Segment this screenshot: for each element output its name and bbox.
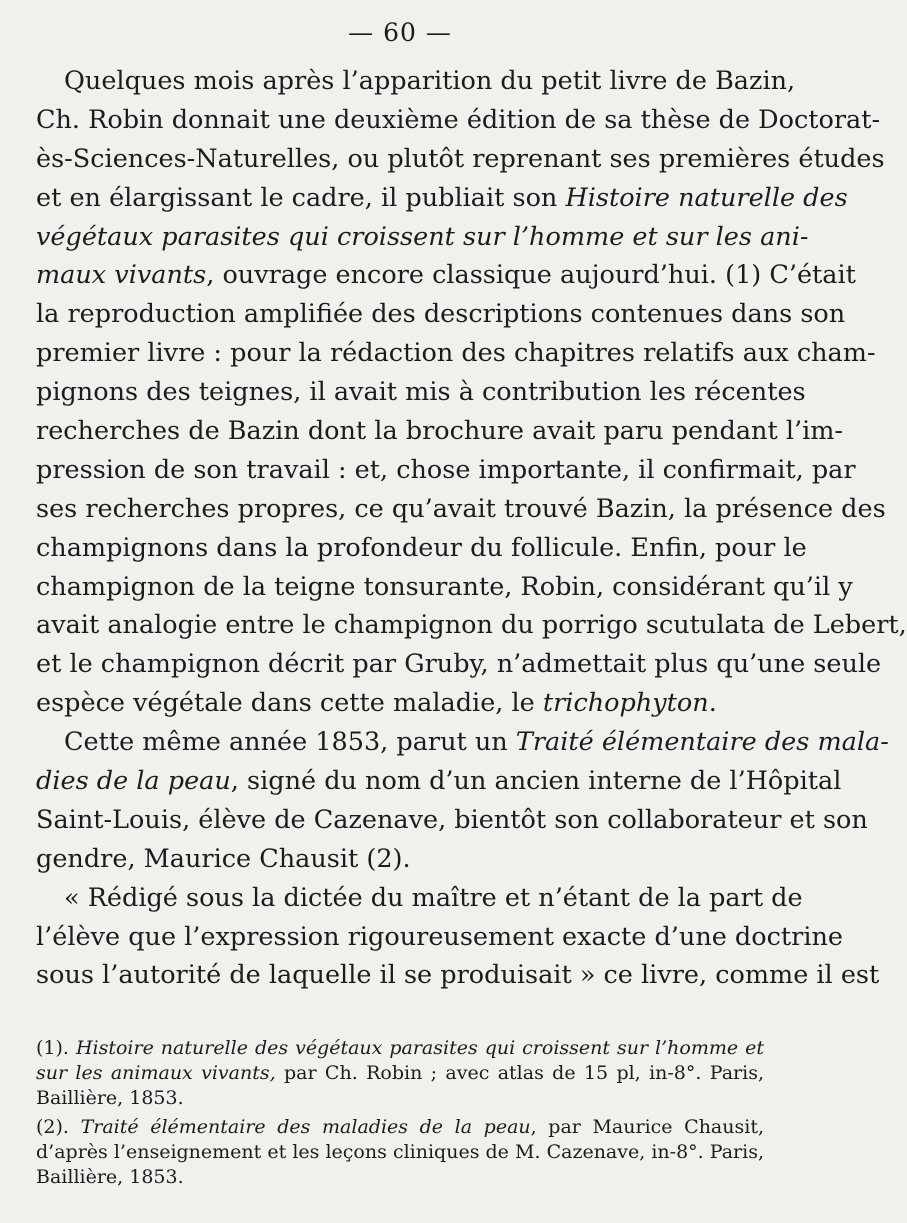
italic-run: Traité élémentaire des maladies de la peau [80,1116,531,1139]
text-line [36,645,882,684]
text-run: gendre, Maurice Chausit (2). [36,843,411,874]
text-line [36,1086,764,1111]
text-line [36,840,764,879]
text-line [36,334,876,373]
italic-run: Histoire naturelle des [565,182,848,213]
footnote [36,1115,764,1189]
text-run: Cette même année 1853, parut un [64,727,516,758]
text-run: et en élargissant le cadre, il publiait son [36,182,566,213]
text-line [36,918,843,957]
text-run: sous l’autorité de laquelle il se produisait » ce livre, comme il est [36,960,880,991]
text-line [36,256,856,295]
text-run: avait analogie entre le champignon du porrigo scutulata de Lebert, [36,610,907,641]
text-line [36,606,907,645]
text-line [36,218,809,257]
text-run: ses recherches propres, ce qu’avait trouvé Bazin, la présence des [36,493,886,524]
text-run: ès-Sciences-Naturelles, ou plutôt reprenant ses premières études [36,143,885,174]
text-run: champignon de la teigne tonsurante, Robin, considérant qu’il y [36,571,853,602]
text-line [36,723,889,762]
text-run: Saint-Louis, élève de Cazenave, bientôt son collaborateur et son [36,804,868,835]
paragraph [36,879,880,996]
text-run: pression de son travail : et, chose importante, il confirmait, par [36,454,856,485]
text-line [36,956,880,995]
text-line [36,529,807,568]
text-run: d’après l’enseignement et les leçons cliniques de M. Cazenave, in-8°. Paris, [36,1141,764,1164]
text-run: et le champignon décrit par Gruby, n’admettait plus qu’une seule [36,649,882,680]
text-run: recherches de Bazin dont la brochure avait paru pendant l’im- [36,416,844,447]
text-run: pignons des teignes, il avait mis à contribution les récentes [36,377,806,408]
text-run: premier livre : pour la rédaction des chapitres relatifs aux cham- [36,338,876,369]
text-run: champignons dans la profondeur du follicule. Enfin, pour le [36,532,807,563]
italic-run: dies de la peau [36,766,231,797]
paragraph [36,62,907,723]
text-run: la reproduction amplifiée des descriptions contenues dans son [36,299,846,330]
text-line [36,373,806,412]
text-run: « Rédigé sous la dictée du maître et n’étant de la part de [64,882,803,913]
text-line [36,412,844,451]
text-run: , signé du nom d’un ancien interne de l’Hôpital [230,766,842,797]
text-line [36,1036,764,1061]
text-run: , ouvrage encore classique aujourd’hui. (1) C’était [206,260,856,291]
text-run: (1). [36,1037,76,1059]
text-line [36,1061,764,1086]
text-line [36,451,856,490]
text-line [36,568,853,607]
body-text [36,62,907,995]
text-line [36,179,848,218]
text-line [36,1140,764,1165]
italic-run: maux vivants [36,260,207,291]
text-line [36,490,886,529]
text-line [36,140,885,179]
text-line [36,295,846,334]
text-run: (2). [36,1116,81,1139]
text-line [36,101,881,140]
text-run: Ch. Robin donnait une deuxième édition de sa thèse de Doctorat- [36,104,881,135]
footnote [36,1036,764,1110]
text-run: par Ch. Robin ; avec atlas de 15 pl, in-8°. Paris, [275,1061,764,1084]
footnotes [36,1036,764,1190]
italic-run: trichophyton [542,688,709,719]
text-run: Baillière, 1853. [36,1086,184,1109]
text-line [36,62,796,101]
text-line [36,684,764,723]
text-run: Baillière, 1853. [36,1165,184,1188]
italic-run: sur les animaux vivants, [36,1061,276,1084]
text-run: . [708,688,717,719]
paragraph [36,723,889,879]
text-line [36,1115,764,1140]
text-line [36,762,842,801]
text-line [36,801,868,840]
text-run: , par Maurice Chausit, [530,1116,764,1139]
text-run: l’élève que l’expression rigoureusement exacte d’une doctrine [36,921,843,952]
page-number: — 60 — [348,18,452,47]
text-run: espèce végétale dans cette maladie, le [36,688,543,719]
text-run: Quelques mois après l’apparition du petit livre de Bazin, [64,66,796,96]
italic-run: Traité élémentaire des mala- [515,727,889,758]
italic-run: Histoire naturelle des végétaux parasites qui croissent sur l’homme et [75,1037,764,1059]
text-line [36,1165,764,1190]
text-line [36,879,803,918]
italic-run: végétaux parasites qui croissent sur l’homme et sur les ani- [36,221,809,252]
